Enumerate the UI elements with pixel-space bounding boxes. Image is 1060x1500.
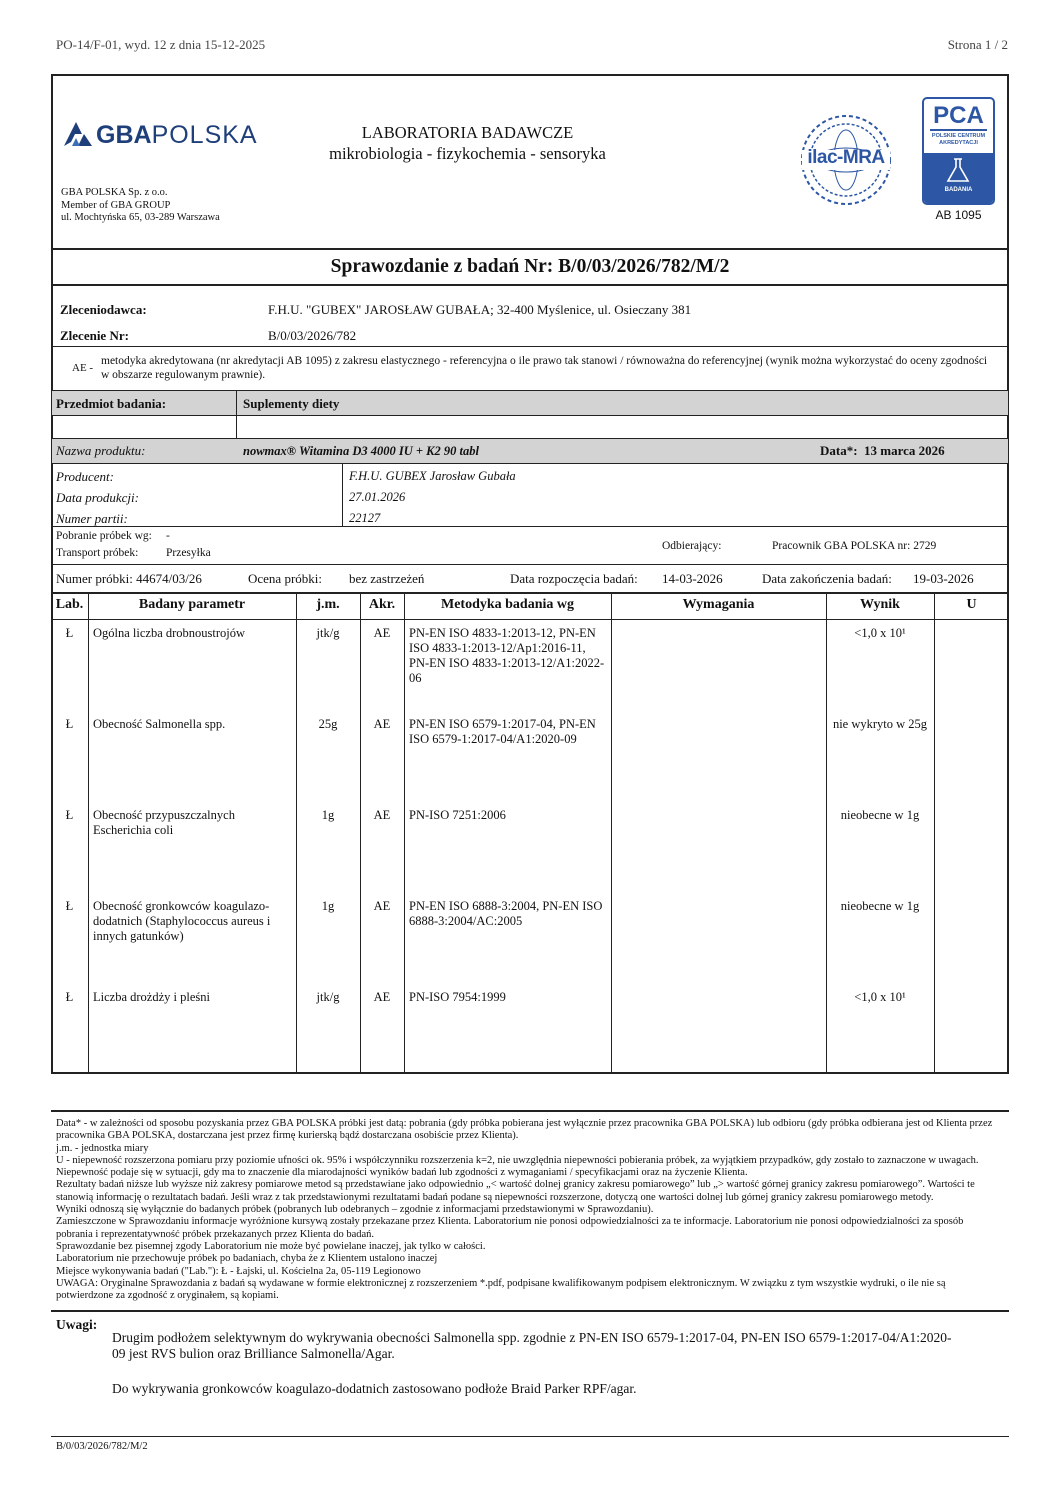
cell-result: <1,0 x 10¹: [854, 990, 906, 1004]
cell-method: PN-EN ISO 6579-1:2017-04, PN-EN ISO 6579-1:2017-04/A1:2020-09: [409, 717, 596, 746]
cell-lab: Ł: [65, 808, 74, 822]
cell-result: nie wykryto w 25g: [832, 717, 928, 731]
header-requirements: Wymagania: [682, 597, 755, 612]
date-label: Data*:: [820, 443, 858, 458]
flask-icon: [924, 153, 993, 187]
end-label: Data zakończenia badań:: [762, 571, 892, 586]
header-unit: j.m.: [316, 597, 340, 612]
cell-akr: AE: [373, 626, 391, 640]
company-member: Member of GBA GROUP: [61, 199, 171, 211]
footnote-item: j.m. - jednostka miary: [56, 1142, 149, 1154]
receiver-label: Odbierający:: [662, 540, 722, 552]
transport-label: Transport próbek:: [56, 547, 139, 559]
cell-method: PN-EN ISO 4833-1:2013-12, PN-EN ISO 4833-1:2013-12/Ap1:2016-11, PN-EN ISO 4833-1:2013-12/A1:2022-06: [409, 626, 605, 685]
footnote-item: Sprawozdanie bez pisemnej zgody Laboratorium nie może być powielane inaczej, jak tylko w całości.: [56, 1240, 486, 1252]
remarks-line-1: Drugim podłożem selektywnym do wykrywania obecności Salmonella spp. zgodnie z PN-EN ISO 6579-1:2017-04, PN-EN ISO 6579-1:2017-04/A1:2020-09 jest RVS bulion oraz Brilliance Salmonella/Agar.: [112, 1330, 952, 1361]
cell-result: <1,0 x 10¹: [854, 626, 906, 640]
producer-label: Producent:: [56, 469, 114, 484]
header-result: Wynik: [860, 597, 900, 612]
transport-value: Przesyłka: [166, 547, 211, 559]
cell-param: Obecność Salmonella spp.: [93, 717, 226, 731]
cell-akr: AE: [373, 717, 391, 731]
subject-value: Suplementy diety: [243, 396, 340, 411]
header-uncertainty: U: [966, 597, 977, 612]
sampling-label: Pobranie próbek wg:: [56, 530, 152, 542]
prod-date-label: Data produkcji:: [56, 490, 139, 505]
cell-unit: jtk/g: [316, 626, 340, 640]
header-method: Metodyka badania wg: [440, 597, 575, 612]
footnote-item: Zamieszczone w Sprawozdaniu informacje wyróżnione kursywą zostały przekazane przez Klienta. Laboratorium nie ponosi odpowiedzialności za te informacje. Laboratorium nie ponosi odpowiedzialności za sposób pobrania i reprezentatywność próbek przekazanych przez Klienta do badań.: [56, 1216, 964, 1240]
footer-id: B/0/03/2026/782/M/2: [56, 1441, 148, 1452]
pca-number: AB 1095: [935, 208, 982, 222]
pca-abbr: PCA: [933, 102, 984, 129]
product-value: nowmax® Witamina D3 4000 IU + K2 90 tabl: [243, 444, 479, 458]
sample-eval-value: bez zastrzeżeń: [349, 571, 425, 586]
batch-value: 22127: [349, 511, 381, 525]
ae-text: metodyka akredytowana (nr akredytacji AB 1095) z zakresu elastycznego - referencyjna o ile prawo tak stanowi / równoważna do referencyjnej (wynik można wykorzystać do oceny zgodności w obszarze regulowanym prawnie).: [101, 355, 988, 381]
remarks-line-2: Do wykrywania gronkowców koagulazo-dodatnich zastosowano podłoże Braid Parker RPF/agar.: [112, 1381, 637, 1396]
product-label: Nazwa produktu:: [56, 443, 146, 458]
cell-unit: 1g: [321, 808, 335, 822]
company-name: GBA POLSKA Sp. z o.o.: [61, 187, 168, 198]
report-title: Sprawozdanie z badań Nr: B/0/03/2026/782/M/2: [330, 256, 730, 277]
client-label: Zleceniodawca:: [60, 302, 147, 317]
footnote-item: U - niepewność rozszerzona pomiaru przy poziomie ufności ok. 95% i współczynniku rozszerzenia k=2, nie uwzględnia niepewności pobierania próbek, za wyjątkiem przypadków, gdy zostało to zaznaczone w uwagach.: [56, 1154, 979, 1166]
form-id: PO-14/F-01, wyd. 12 z dnia 15-12-2025: [56, 37, 266, 52]
pca-name-1: POLSKIE CENTRUM: [931, 133, 986, 139]
cell-lab: Ł: [65, 990, 74, 1004]
client-value: F.H.U. "GUBEX" JAROSŁAW GUBAŁA; 32-400 Myślenice, ul. Osieczany 381: [268, 302, 692, 317]
ilac-text: ilac-MRA: [807, 147, 885, 168]
ae-label: AE -: [72, 362, 94, 374]
cell-lab: Ł: [65, 626, 74, 640]
cell-akr: AE: [373, 990, 391, 1004]
end-value: 19-03-2026: [913, 571, 974, 586]
producer-value: F.H.U. GUBEX Jarosław Gubała: [349, 469, 516, 483]
footnote-item: UWAGA: Oryginalne Sprawozdania z badań są wydawane w formie elektronicznej z rozszerzeniem *.pdf, podpisane kwalifikowanym podpisem elektronicznym. W związku z tym wszystkie wydruki, o ile nie są potwierdzone za zgodność z oryginałem, są kopiami.: [56, 1277, 946, 1302]
start-value: 14-03-2026: [662, 571, 723, 586]
cell-unit: 25g: [318, 717, 338, 731]
cell-method: PN-ISO 7954:1999: [409, 990, 506, 1004]
prod-date-value: 27.01.2026: [349, 490, 406, 504]
cell-lab: Ł: [65, 717, 74, 731]
cell-method: PN-EN ISO 6888-3:2004, PN-EN ISO 6888-3:2004/AC:2005: [409, 899, 603, 928]
receiver-value: Pracownik GBA POLSKA nr: 2729: [772, 540, 937, 552]
logo-text-light: POLSKA: [151, 121, 258, 149]
order-value: B/0/03/2026/782: [268, 328, 357, 343]
footnote-item: Laboratorium nie przechowuje próbek po badaniach, chyba że z Klientem ustalono inaczej: [56, 1253, 438, 1265]
gba-logo-icon: [62, 120, 96, 150]
cell-method: PN-ISO 7251:2006: [409, 808, 506, 822]
logo-text-bold: GBA: [96, 121, 152, 149]
lab-heading: [300, 122, 635, 164]
footnote-item: Data* - w zależności od sposobu pozyskania przez GBA POLSKA próbki jest datą: pobrania (gdy próbka pobierana jest wyłącznie przez pracownika GBA POLSKA) lub odbioru (gdy próbka odbierana jest od Klienta przez pracownika GBA POLSKA, dostarczana jest przez firmę kurierską bądź dostarczana osobiście przez Klienta).: [56, 1118, 993, 1142]
lab-subtitle: mikrobiologia - fizykochemia - sensoryka: [329, 144, 606, 163]
page-number: Strona 1 / 2: [947, 37, 1008, 52]
sample-no-value: 44674/03/26: [136, 571, 202, 586]
company-address: ul. Mochtyńska 65, 03-289 Warszawa: [61, 212, 220, 223]
cell-param: Obecność gronkowców koagulazo-dodatnich (Staphylococcus aureus i innych gatunków): [93, 899, 271, 943]
cell-param: Obecność przypuszczalnych Escherichia coli: [93, 808, 235, 837]
cell-unit: jtk/g: [316, 990, 340, 1004]
subject-label: Przedmiot badania:: [56, 396, 167, 411]
footnote-item: Wyniki odnoszą się wyłącznie do badanych próbek (pobranych lub odebranych – zgodnie z informacjami przedstawionymi w Sprawozdaniu).: [56, 1204, 654, 1216]
date-field: [820, 443, 945, 459]
footnote-item: Niepewność podaje się w sytuacji, gdy ma to znaczenie dla miarodajności wyników badań lub zgodności z wymaganiami / specyfikacjami oraz na życzenie Klienta.: [56, 1167, 748, 1179]
cell-akr: AE: [373, 899, 391, 913]
pca-name-2: AKREDYTACJI: [939, 140, 978, 146]
footnote-item: Rezultaty badań niższe lub wyższe niż zakresy pomiarowe metod są przedstawiane jako odpowiednio „< wartość dolnej granicy zakresu pomiarowego” lub „> wartość górnej granicy zakresu pomiarowego”. Wartości te stanowią informację o rezultatach badań. Jeśli wraz z tak przedstawionymi rezultatami badań podane są niepewności rozszerzone, dotyczą one wartości dolnej lub górnej granicy zakresu pomiarowego metody.: [56, 1179, 975, 1203]
cell-param: Ogólna liczba drobnoustrojów: [93, 626, 246, 640]
batch-label: Numer partii:: [56, 511, 128, 526]
sample-no-label: Numer próbki:: [56, 571, 133, 586]
cell-unit: 1g: [321, 899, 335, 913]
cell-result: nieobecne w 1g: [840, 808, 920, 822]
cell-lab: Ł: [65, 899, 74, 913]
ilac-mra-logo: [798, 112, 894, 208]
pca-badania: BADANIA: [944, 187, 973, 193]
company-info: [61, 187, 220, 225]
header-lab: Lab.: [55, 597, 84, 612]
order-label: Zlecenie Nr:: [60, 328, 129, 343]
date-value: 13 marca 2026: [864, 443, 945, 458]
sampling-value: -: [166, 530, 170, 542]
header-parameter: Badany parametr: [138, 597, 246, 612]
start-label: Data rozpoczęcia badań:: [510, 571, 638, 586]
footnote-item: Miejsce wykonywania badań ("Lab."): Ł - Łajski, ul. Kościelna 2a, 05-119 Legionowo: [56, 1265, 421, 1277]
footnotes: [56, 1118, 996, 1302]
cell-result: nieobecne w 1g: [840, 899, 920, 913]
pca-logo: [922, 97, 995, 205]
sample-number: [56, 571, 202, 587]
lab-title: LABORATORIA BADAWCZE: [361, 123, 574, 142]
header-accreditation: Akr.: [368, 597, 396, 612]
cell-param: Liczba drożdży i pleśni: [93, 990, 210, 1004]
sample-eval-label: Ocena próbki:: [248, 571, 323, 586]
remarks-label: Uwagi:: [56, 1317, 98, 1332]
cell-akr: AE: [373, 808, 391, 822]
